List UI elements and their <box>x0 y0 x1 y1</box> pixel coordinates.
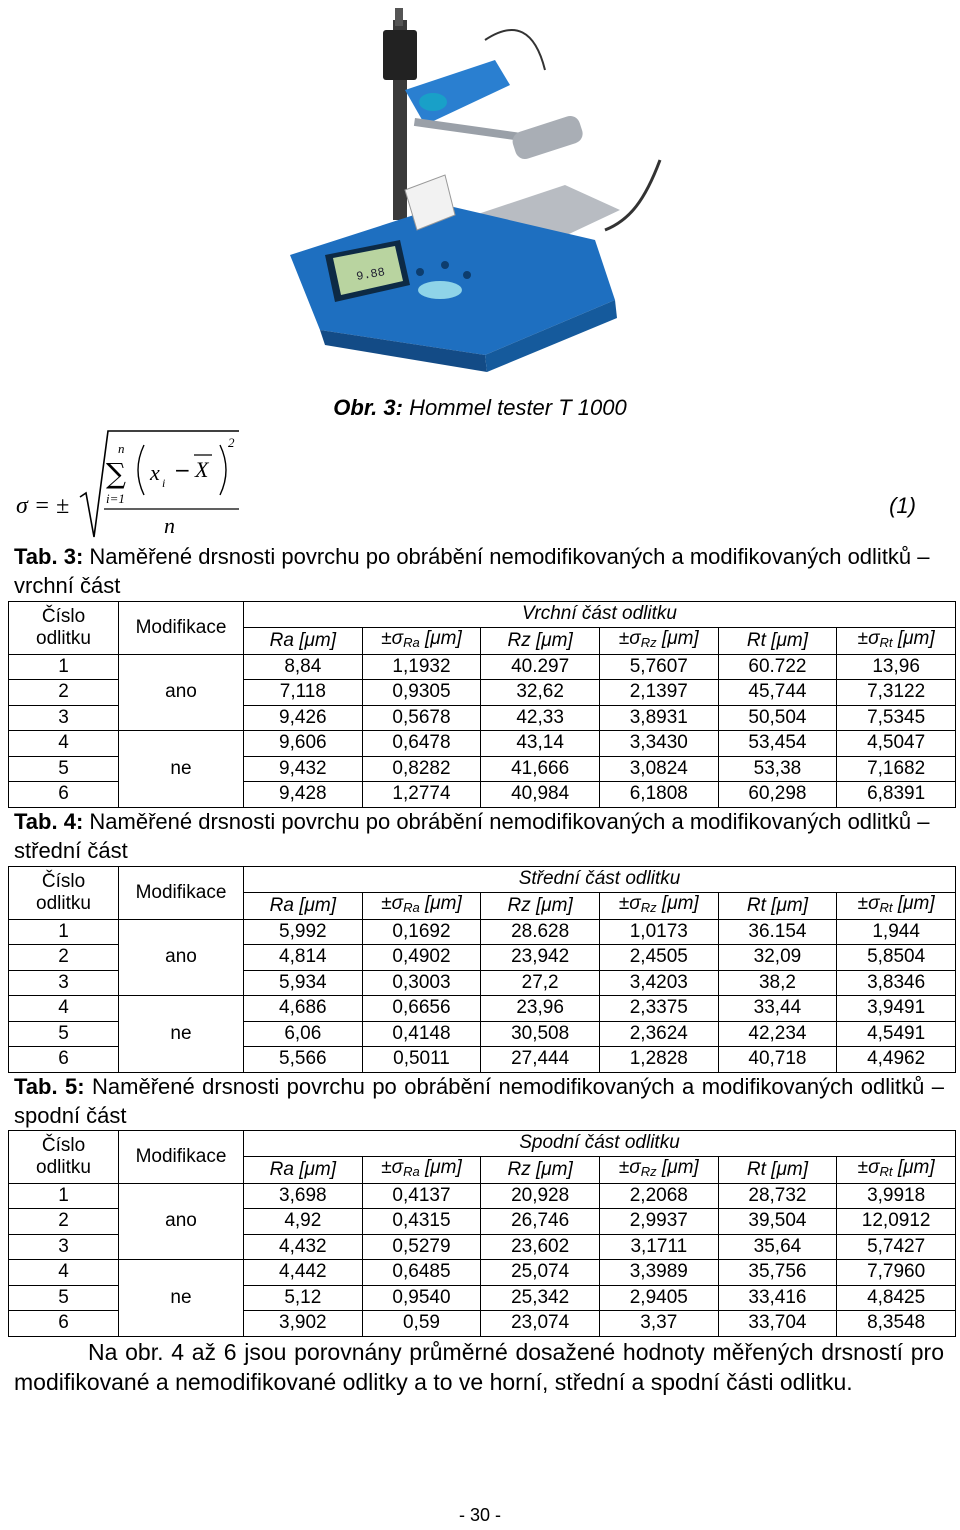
cell-value: 38,2 <box>718 970 837 996</box>
cell-value: 0,9540 <box>362 1285 481 1311</box>
cell-value: 28.628 <box>481 919 600 945</box>
cell-value: 23,96 <box>481 996 600 1022</box>
table-caption <box>14 542 944 600</box>
unit: [μm] <box>656 627 699 649</box>
col-sigma-ra <box>362 627 481 654</box>
header-number <box>9 1131 119 1184</box>
cell-number: 4 <box>9 731 119 757</box>
header-group: Vrchní část odlitku <box>244 602 956 628</box>
cell-value: 23,602 <box>481 1234 600 1260</box>
cell-number: 6 <box>9 1047 119 1073</box>
right-paren-icon <box>220 445 226 495</box>
table-row <box>9 1183 956 1209</box>
cell-value: 3,3989 <box>599 1260 718 1286</box>
figure-caption <box>0 395 960 421</box>
table-caption-text: Naměřené drsnosti povrchu po obrábění nemodifikovaných a modifikovaných odlitků – spodní část <box>14 1074 945 1128</box>
left-paren-icon <box>138 445 144 495</box>
table-row <box>9 654 956 680</box>
cell-value: 0,5279 <box>362 1234 481 1260</box>
cell-value: 4,432 <box>244 1234 363 1260</box>
cell-value: 50,504 <box>718 705 837 731</box>
table-caption <box>14 1072 944 1130</box>
header-group: Střední část odlitku <box>244 867 956 893</box>
header-modification: Modifikace <box>119 867 244 920</box>
cell-number: 5 <box>9 756 119 782</box>
col-rz: Rz [μm] <box>481 1156 600 1183</box>
figure-caption-label: Obr. 3: <box>333 395 403 420</box>
sigma-symbol: ±σ <box>618 892 641 914</box>
col-ra: Ra [μm] <box>244 1156 363 1183</box>
cell-number: 5 <box>9 1021 119 1047</box>
col-rt: Rt [μm] <box>718 1156 837 1183</box>
cell-number: 1 <box>9 654 119 680</box>
col-sigma-ra <box>362 892 481 919</box>
cell-value: 4,5491 <box>837 1021 956 1047</box>
cell-value: 0,5011 <box>362 1047 481 1073</box>
col-sigma-rz <box>599 892 718 919</box>
unit: [μm] <box>892 627 935 649</box>
cell-number: 6 <box>9 782 119 808</box>
cell-value: 53,454 <box>718 731 837 757</box>
col-sigma-rt <box>837 627 956 654</box>
sigma-symbol: ±σ <box>381 627 404 649</box>
sigma-subscript: Rz <box>640 1163 657 1179</box>
cell-modification: ano <box>119 919 244 996</box>
col-sigma-ra <box>362 1156 481 1183</box>
formula-lhs: σ = ± <box>16 493 70 519</box>
cell-value: 4,4962 <box>837 1047 956 1073</box>
cell-value: 7,7960 <box>837 1260 956 1286</box>
sigma-subscript: Ra <box>403 634 420 650</box>
cell-value: 4,686 <box>244 996 363 1022</box>
cell-value: 4,442 <box>244 1260 363 1286</box>
cell-value: 3,0824 <box>599 756 718 782</box>
hommel-tester-image <box>285 0 675 385</box>
table-caption-label: Tab. 3: <box>14 544 84 569</box>
header-number <box>9 602 119 655</box>
cell-value: 2,9405 <box>599 1285 718 1311</box>
cell-value: 3,698 <box>244 1183 363 1209</box>
sigma-symbol: ±σ <box>857 892 880 914</box>
sigma-symbol: ±σ <box>618 627 641 649</box>
cell-value: 0,5678 <box>362 705 481 731</box>
cell-value: 40,984 <box>481 782 600 808</box>
cell-value: 5,566 <box>244 1047 363 1073</box>
cell-value: 53,38 <box>718 756 837 782</box>
head-window <box>419 93 447 111</box>
col-ra: Ra [μm] <box>244 892 363 919</box>
sigma-symbol: ±σ <box>857 627 880 649</box>
cell-value: 0,4902 <box>362 945 481 971</box>
cell-value: 6,06 <box>244 1021 363 1047</box>
header-number-line2: odlitku <box>36 892 91 914</box>
sigma-subscript: Rz <box>640 899 657 915</box>
unit: [μm] <box>656 1156 699 1178</box>
stand-knob <box>395 8 403 26</box>
cell-value: 6,1808 <box>599 782 718 808</box>
cell-value: 1,0173 <box>599 919 718 945</box>
cell-value: 5,8504 <box>837 945 956 971</box>
header-group: Spodní část odlitku <box>244 1131 956 1157</box>
col-ra: Ra [μm] <box>244 627 363 654</box>
cell-value: 42,234 <box>718 1021 837 1047</box>
cell-value: 26,746 <box>481 1209 600 1235</box>
cell-value: 2,3624 <box>599 1021 718 1047</box>
cell-value: 60,298 <box>718 782 837 808</box>
sigma-symbol: ±σ <box>857 1156 880 1178</box>
cell-value: 0,9305 <box>362 680 481 706</box>
cell-number: 1 <box>9 919 119 945</box>
sigma-subscript: Ra <box>403 899 420 915</box>
cell-number: 3 <box>9 970 119 996</box>
header-number-line1: Číslo <box>41 870 86 892</box>
cell-value: 41,666 <box>481 756 600 782</box>
formula-number: (1) <box>889 493 916 518</box>
table-row <box>9 996 956 1022</box>
cell-value: 5,7607 <box>599 654 718 680</box>
sigma-symbol: ±σ <box>381 1156 404 1178</box>
cell-value: 1,2774 <box>362 782 481 808</box>
denominator: n <box>164 513 175 538</box>
cell-value: 0,6656 <box>362 996 481 1022</box>
cell-value: 3,8931 <box>599 705 718 731</box>
body-paragraph <box>14 1337 944 1397</box>
col-rt: Rt [μm] <box>718 892 837 919</box>
cable <box>605 160 660 230</box>
sigma-symbol: ±σ <box>381 892 404 914</box>
page-number: - 30 - <box>458 1505 501 1525</box>
header-number <box>9 867 119 920</box>
minus-sign: − <box>174 458 191 482</box>
unit: [μm] <box>656 892 699 914</box>
cell-value: 1,944 <box>837 919 956 945</box>
cell-modification: ne <box>119 731 244 808</box>
cell-value: 4,8425 <box>837 1285 956 1311</box>
sigma-subscript: Rz <box>640 634 657 650</box>
col-rz: Rz [μm] <box>481 627 600 654</box>
col-sigma-rt <box>837 892 956 919</box>
cell-value: 23,942 <box>481 945 600 971</box>
cell-value: 36.154 <box>718 919 837 945</box>
cell-value: 0,6485 <box>362 1260 481 1286</box>
cell-value: 40.297 <box>481 654 600 680</box>
unit: [μm] <box>892 1156 935 1178</box>
col-rz: Rz [μm] <box>481 892 600 919</box>
cell-value: 33,44 <box>718 996 837 1022</box>
cell-value: 32,62 <box>481 680 600 706</box>
sum-icon: ∑ <box>106 457 126 490</box>
cell-value: 7,118 <box>244 680 363 706</box>
cell-value: 35,64 <box>718 1234 837 1260</box>
cell-value: 4,5047 <box>837 731 956 757</box>
paragraph-text: Na obr. 4 až 6 jsou porovnány průměrné dosažené hodnoty měřených drsností pro modifikované a nemodifikované odlitky a to ve horní, střední a spodní části odlitku. <box>14 1339 944 1395</box>
cell-value: 23,074 <box>481 1311 600 1337</box>
cell-value: 0,3003 <box>362 970 481 996</box>
cell-value: 3,9918 <box>837 1183 956 1209</box>
key-icon <box>463 271 471 279</box>
table-caption-text: Naměřené drsnosti povrchu po obrábění nemodifikovaných a modifikovaných odlitků – střední část <box>14 809 930 863</box>
sigma-subscript: Rt <box>879 1163 893 1179</box>
cell-value: 5,7427 <box>837 1234 956 1260</box>
cell-number: 3 <box>9 1234 119 1260</box>
col-rt: Rt [μm] <box>718 627 837 654</box>
table-caption-label: Tab. 4: <box>14 809 84 834</box>
cell-value: 42,33 <box>481 705 600 731</box>
cell-value: 27,444 <box>481 1047 600 1073</box>
term-X: X <box>195 457 209 482</box>
cell-value: 1,1932 <box>362 654 481 680</box>
cell-value: 25,342 <box>481 1285 600 1311</box>
cell-value: 20,928 <box>481 1183 600 1209</box>
cell-value: 2,3375 <box>599 996 718 1022</box>
cell-number: 3 <box>9 705 119 731</box>
cell-modification: ano <box>119 1183 244 1260</box>
unit: [μm] <box>419 1156 462 1178</box>
cell-value: 40,718 <box>718 1047 837 1073</box>
table-row <box>9 919 956 945</box>
table-caption <box>14 807 944 865</box>
cell-number: 6 <box>9 1311 119 1337</box>
cell-value: 33,416 <box>718 1285 837 1311</box>
cell-value: 13,96 <box>837 654 956 680</box>
cell-value: 2,1397 <box>599 680 718 706</box>
term-i: i <box>162 476 166 490</box>
col-sigma-rz <box>599 627 718 654</box>
cell-value: 4,814 <box>244 945 363 971</box>
cell-modification: ne <box>119 1260 244 1337</box>
cell-value: 45,744 <box>718 680 837 706</box>
cell-number: 2 <box>9 945 119 971</box>
cell-value: 8,84 <box>244 654 363 680</box>
cell-value: 3,902 <box>244 1311 363 1337</box>
unit: [μm] <box>892 892 935 914</box>
roughness-table-bottom <box>8 1130 956 1337</box>
cell-value: 2,4505 <box>599 945 718 971</box>
sum-lower: i=1 <box>106 491 125 506</box>
cell-value: 0,59 <box>362 1311 481 1337</box>
cell-value: 12,0912 <box>837 1209 956 1235</box>
cell-value: 2,2068 <box>599 1183 718 1209</box>
unit: [μm] <box>419 627 462 649</box>
sigma-subscript: Ra <box>403 1163 420 1179</box>
cell-value: 3,4203 <box>599 970 718 996</box>
cell-value: 3,1711 <box>599 1234 718 1260</box>
header-number-line2: odlitku <box>36 1156 91 1178</box>
cell-value: 39,504 <box>718 1209 837 1235</box>
cell-value: 33,704 <box>718 1311 837 1337</box>
cell-value: 25,074 <box>481 1260 600 1286</box>
cell-value: 7,1682 <box>837 756 956 782</box>
cell-value: 0,4148 <box>362 1021 481 1047</box>
cell-value: 5,12 <box>244 1285 363 1311</box>
table-caption-label: Tab. 5: <box>14 1074 85 1099</box>
cell-value: 30,508 <box>481 1021 600 1047</box>
cell-modification: ne <box>119 996 244 1073</box>
col-sigma-rt <box>837 1156 956 1183</box>
cell-value: 1,2828 <box>599 1047 718 1073</box>
table-row <box>9 1260 956 1286</box>
header-modification: Modifikace <box>119 602 244 655</box>
cell-value: 28,732 <box>718 1183 837 1209</box>
cell-value: 43,14 <box>481 731 600 757</box>
cell-value: 32,09 <box>718 945 837 971</box>
cell-value: 7,5345 <box>837 705 956 731</box>
header-number-line1: Číslo <box>41 1134 86 1156</box>
cell-value: 9,606 <box>244 731 363 757</box>
roughness-table-middle <box>8 866 956 1073</box>
cell-value: 0,8282 <box>362 756 481 782</box>
cell-value: 0,4315 <box>362 1209 481 1235</box>
term-x: x <box>150 460 160 485</box>
cell-value: 3,9491 <box>837 996 956 1022</box>
cell-number: 2 <box>9 680 119 706</box>
header-modification: Modifikace <box>119 1131 244 1184</box>
cell-number: 5 <box>9 1285 119 1311</box>
key-icon <box>416 268 424 276</box>
sigma-formula <box>14 425 274 540</box>
header-number-line1: Číslo <box>41 605 86 627</box>
cell-number: 4 <box>9 1260 119 1286</box>
table-row <box>9 731 956 757</box>
stand-clamp <box>383 30 417 80</box>
table-caption-text: Naměřené drsnosti povrchu po obrábění nemodifikovaných a modifikovaných odlitků – vrchní část <box>14 544 930 598</box>
cell-value: 0,6478 <box>362 731 481 757</box>
measuring-head <box>405 60 510 125</box>
figure-caption-text: Hommel tester T 1000 <box>402 395 627 420</box>
key-icon <box>441 261 449 269</box>
cell-value: 7,3122 <box>837 680 956 706</box>
cell-value: 0,4137 <box>362 1183 481 1209</box>
col-sigma-rz <box>599 1156 718 1183</box>
cell-value: 9,428 <box>244 782 363 808</box>
cell-number: 2 <box>9 1209 119 1235</box>
cell-number: 1 <box>9 1183 119 1209</box>
cell-value: 9,426 <box>244 705 363 731</box>
cell-value: 6,8391 <box>837 782 956 808</box>
cell-value: 35,756 <box>718 1260 837 1286</box>
cell-value: 60.722 <box>718 654 837 680</box>
cell-value: 9,432 <box>244 756 363 782</box>
cell-value: 0,1692 <box>362 919 481 945</box>
start-button-icon <box>418 281 462 299</box>
lcd-value: 9.88 <box>355 265 387 284</box>
sigma-subscript: Rt <box>879 899 893 915</box>
workpiece <box>510 113 585 161</box>
cell-value: 8,3548 <box>837 1311 956 1337</box>
cell-value: 27,2 <box>481 970 600 996</box>
sum-upper: n <box>118 441 125 456</box>
cell-number: 4 <box>9 996 119 1022</box>
roughness-table-top <box>8 601 956 808</box>
cell-modification: ano <box>119 654 244 731</box>
cell-value: 3,37 <box>599 1311 718 1337</box>
cell-value: 5,934 <box>244 970 363 996</box>
cell-value: 3,8346 <box>837 970 956 996</box>
header-number-line2: odlitku <box>36 627 91 649</box>
sigma-symbol: ±σ <box>618 1156 641 1178</box>
sigma-subscript: Rt <box>879 634 893 650</box>
power: 2 <box>228 435 235 450</box>
cell-value: 5,992 <box>244 919 363 945</box>
cell-value: 2,9937 <box>599 1209 718 1235</box>
unit: [μm] <box>419 892 462 914</box>
cell-value: 3,3430 <box>599 731 718 757</box>
cell-value: 4,92 <box>244 1209 363 1235</box>
